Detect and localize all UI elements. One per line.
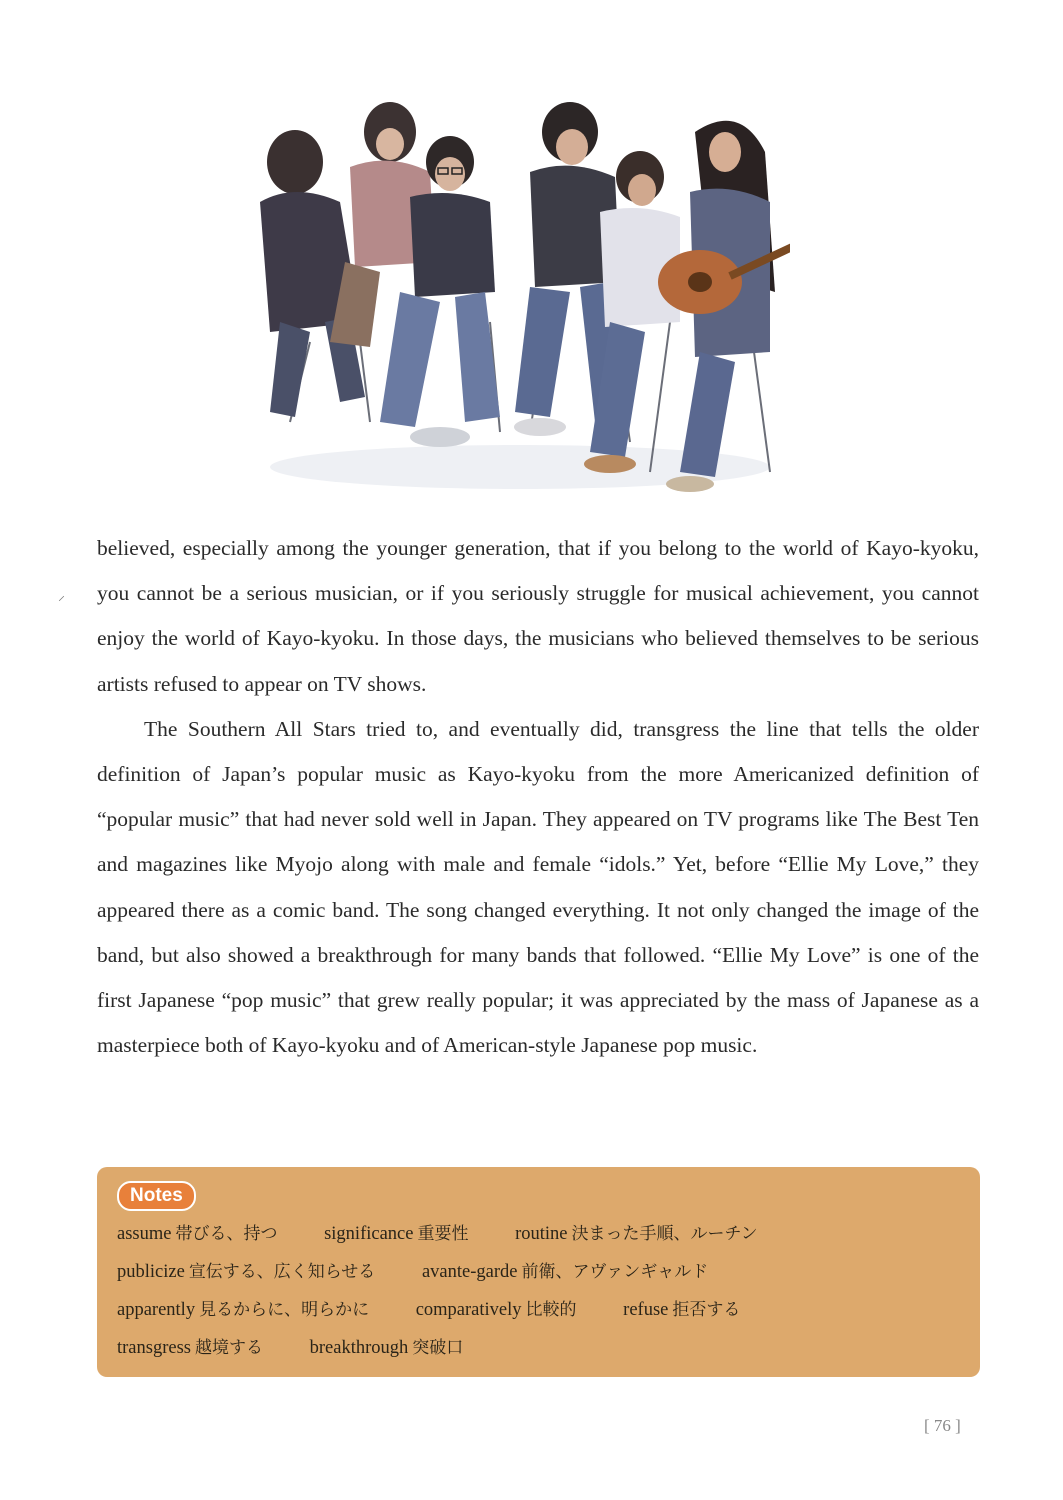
note-item	[117, 1215, 277, 1253]
note-translation: 重要性	[417, 1224, 469, 1244]
note-term: publicize	[117, 1262, 185, 1282]
band-illustration-icon	[250, 92, 790, 502]
note-term: assume	[117, 1224, 172, 1244]
notes-row-2	[117, 1253, 960, 1291]
paragraph-1: believed, especially among the younger generation, that if you belong to the world of Kayo-kyoku, you cannot be a serious musician, or if you seriously struggle for musical achievement, you cannot enjoy the world of Kayo-kyoku. In those days, the musicians who believed themselves to be serious artists refused to appear on TV shows.	[97, 536, 979, 696]
page-number: [ 76 ]	[924, 1416, 961, 1435]
notes-row-3	[117, 1291, 960, 1329]
note-term: comparatively	[415, 1300, 522, 1320]
band-illustration	[250, 92, 790, 502]
note-item	[310, 1329, 464, 1367]
note-term: routine	[515, 1224, 568, 1244]
note-term: avante-garde	[421, 1262, 518, 1282]
note-translation: 見るからに、明らかに	[199, 1300, 370, 1320]
note-translation: 越境する	[194, 1338, 263, 1358]
note-translation: 決まった手順、ルーチン	[571, 1224, 758, 1244]
note-translation: 突破口	[412, 1338, 464, 1358]
note-item	[623, 1291, 740, 1329]
note-item	[324, 1215, 468, 1253]
note-term: apparently	[117, 1300, 196, 1320]
note-item	[416, 1291, 577, 1329]
note-term: transgress	[117, 1338, 191, 1358]
notes-label: Notes	[117, 1181, 196, 1211]
notes-box	[97, 1167, 980, 1377]
note-item	[117, 1291, 369, 1329]
notes-row-1	[117, 1215, 960, 1253]
body-text	[97, 526, 979, 1068]
note-translation: 比較的	[525, 1300, 577, 1320]
note-item	[117, 1329, 263, 1367]
note-term: refuse	[623, 1300, 669, 1320]
note-translation: 宣伝する、広く知らせる	[188, 1262, 376, 1282]
note-term: significance	[324, 1224, 414, 1244]
note-translation: 拒否する	[672, 1300, 741, 1320]
note-translation: 前衛、アヴァンギャルド	[521, 1262, 709, 1282]
margin-mark: ⸝	[58, 589, 65, 604]
note-item	[117, 1253, 375, 1291]
paragraph-2: The Southern All Stars tried to, and eventually did, transgress the line that tells the older definition of Japan’s popular music as Kayo-kyoku from the more Americanized definition of “popular music” that had never sold well in Japan. They appeared on TV programs like The Best Ten and magazines like Myojo along with male and female “idols.” Yet, before “Ellie My Love,” they appeared there as a comic band. The song changed everything. It not only changed the image of the band, but also showed a breakthrough for many bands that followed. “Ellie My Love” is one of the first Japanese “pop music” that grew really popular; it was appreciated by the mass of Japanese as a masterpiece both of Kayo-kyoku and of American-style Japanese pop music.	[97, 716, 979, 1058]
note-item	[515, 1215, 758, 1253]
note-term: breakthrough	[309, 1338, 409, 1358]
note-item	[422, 1253, 708, 1291]
note-translation: 帯びる、持つ	[175, 1224, 278, 1244]
notes-row-4	[117, 1329, 960, 1367]
